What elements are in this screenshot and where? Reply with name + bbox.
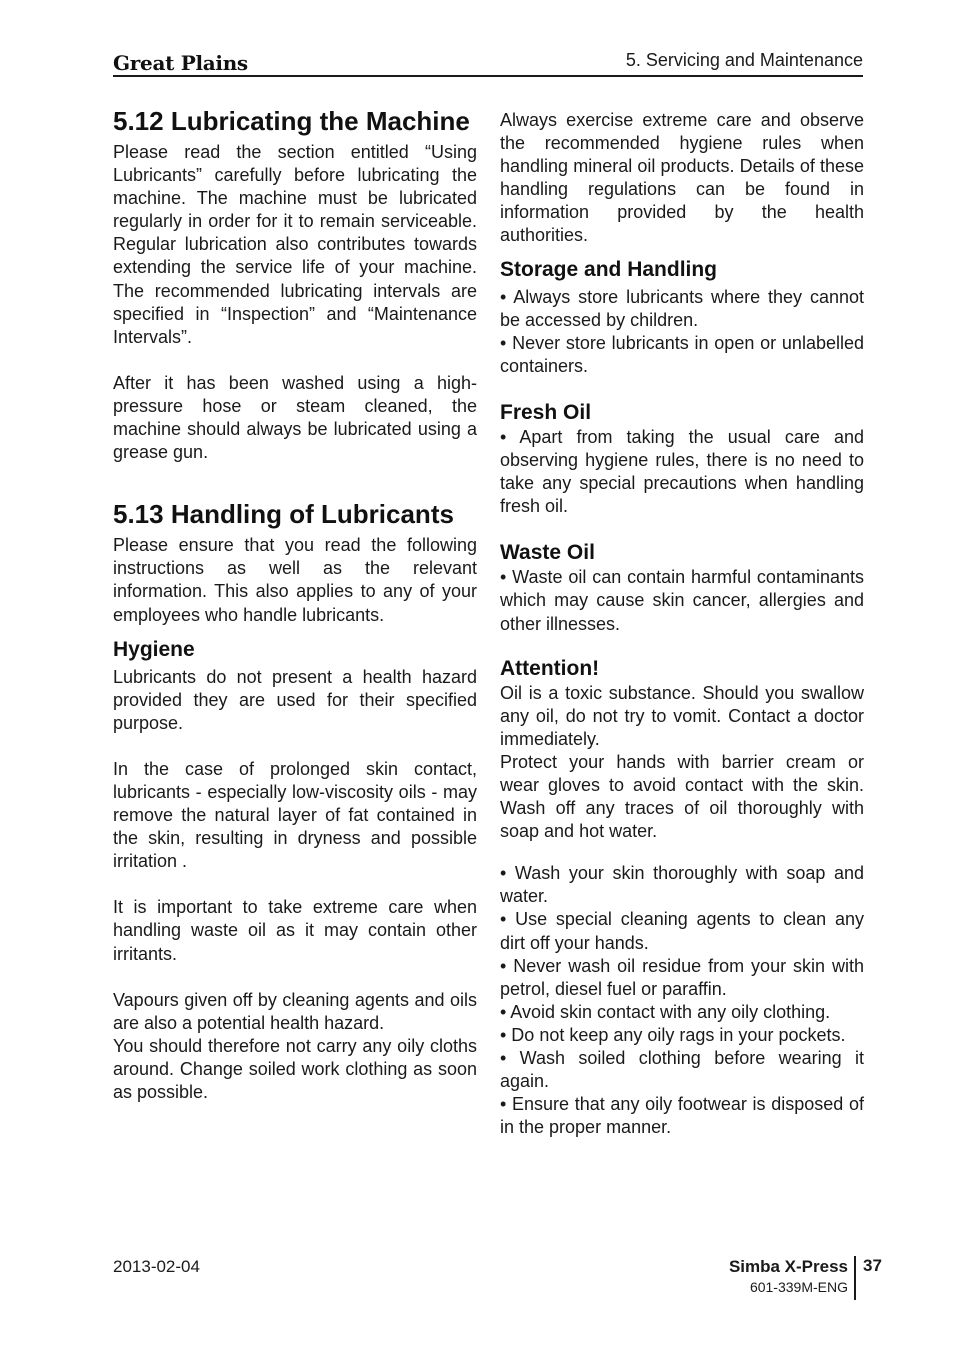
brand-logo: Great Plains <box>113 51 248 75</box>
hygiene-paragraph-2: In the case of prolonged skin contact, lubricants - especially low-viscosity oils - may remove the natural layer of fat contained in the skin, resulting in dryness and possible irritation . <box>113 758 477 872</box>
hygiene-paragraph-4: Vapours given off by cleaning agents and oils are also a potential health hazard. <box>113 989 477 1033</box>
right-column <box>500 106 864 1139</box>
hygiene-heading: Hygiene <box>113 637 195 661</box>
product-name: Simba X-Press <box>728 1257 848 1276</box>
section-5-13-title: 5.13 Handling of Lubricants <box>113 499 454 530</box>
hygiene-paragraph-3: It is important to take extreme care when handling waste oil as it may contain other irritants. <box>113 897 477 964</box>
list-item: • Use special cleaning agents to clean any dirt off your hands. <box>500 909 864 953</box>
storage-handling-heading: Storage and Handling <box>500 257 718 281</box>
page-number: 37 <box>863 1256 882 1275</box>
section-reference: 5. Servicing and Maintenance <box>625 50 863 70</box>
waste-oil-bullet-1: • Waste oil can contain harmful contaminants which may cause skin cancer, allergies and other illnesses. <box>500 567 864 634</box>
left-column <box>113 106 477 1104</box>
page-header <box>113 48 863 77</box>
list-item: • Wash your skin thoroughly with soap and water. <box>500 863 864 907</box>
list-item: • Avoid skin contact with any oily clothing. <box>500 1001 831 1022</box>
list-item: • Do not keep any oily rags in your pockets. <box>500 1024 846 1045</box>
attention-paragraph-2: Protect your hands with barrier cream or wear gloves to avoid contact with the skin. Wash off any traces of oil thoroughly with soap and hot water. <box>500 751 864 842</box>
attention-heading: Attention! <box>500 656 600 680</box>
fresh-oil-heading: Fresh Oil <box>500 400 592 424</box>
hygiene-bullet-list <box>500 862 864 1139</box>
part-number: 601-339M-ENG <box>749 1279 848 1295</box>
waste-oil-heading: Waste Oil <box>500 541 595 565</box>
section-5-12-title: 5.12 Lubricating the Machine <box>113 106 470 136</box>
section-5-12-paragraph-1: Please read the section entitled “Using Lubricants” carefully before lubricating the machine. The machine must be lubricated regularly in order for it to remain serviceable. Regular lubrication also contributes towards extending the service life of your machine. The recommended lubricating intervals are specified in “Inspection” and “Maintenance Intervals”. <box>113 142 477 347</box>
attention-paragraph-1: Oil is a toxic substance. Should you swallow any oil, do not try to vomit. Contact a doctor immediately. <box>500 682 864 749</box>
list-item: • Ensure that any oily footwear is disposed of in the proper manner. <box>500 1094 864 1138</box>
section-5-12-paragraph-2: After it has been washed using a high-pressure hose or steam cleaned, the machine should always be lubricated using a grease gun. <box>113 372 477 463</box>
hygiene-paragraph-1: Lubricants do not present a health hazard provided they are used for their specified purpose. <box>113 666 477 733</box>
list-item: • Wash soiled clothing before wearing it again. <box>500 1048 864 1092</box>
storage-bullet-1: • Always store lubricants where they cannot be accessed by children. <box>500 286 864 330</box>
footer-product-block <box>729 1256 856 1300</box>
hygiene-paragraph-5: You should therefore not carry any oily cloths around. Change soiled work clothing as soon as possible. <box>113 1035 477 1102</box>
section-5-13-paragraph-1: Please ensure that you read the following instructions as well as the relevant information. This also applies to any of your employees who handle lubricants. <box>113 535 477 625</box>
fresh-oil-bullet-1: • Apart from taking the usual care and observing hygiene rules, there is no need to take any special precautions when handling fresh oil. <box>500 426 864 517</box>
hygiene-intro-paragraph: Always exercise extreme care and observe the recommended hygiene rules when handling mineral oil products. Details of these handling regulations can be found in information provided by the health authorities. <box>500 110 864 246</box>
footer-date: 2013-02-04 <box>113 1257 200 1276</box>
list-item: • Never wash oil residue from your skin with petrol, diesel fuel or paraffin. <box>500 955 864 999</box>
storage-bullet-2: • Never store lubricants in open or unlabelled containers. <box>500 332 864 376</box>
